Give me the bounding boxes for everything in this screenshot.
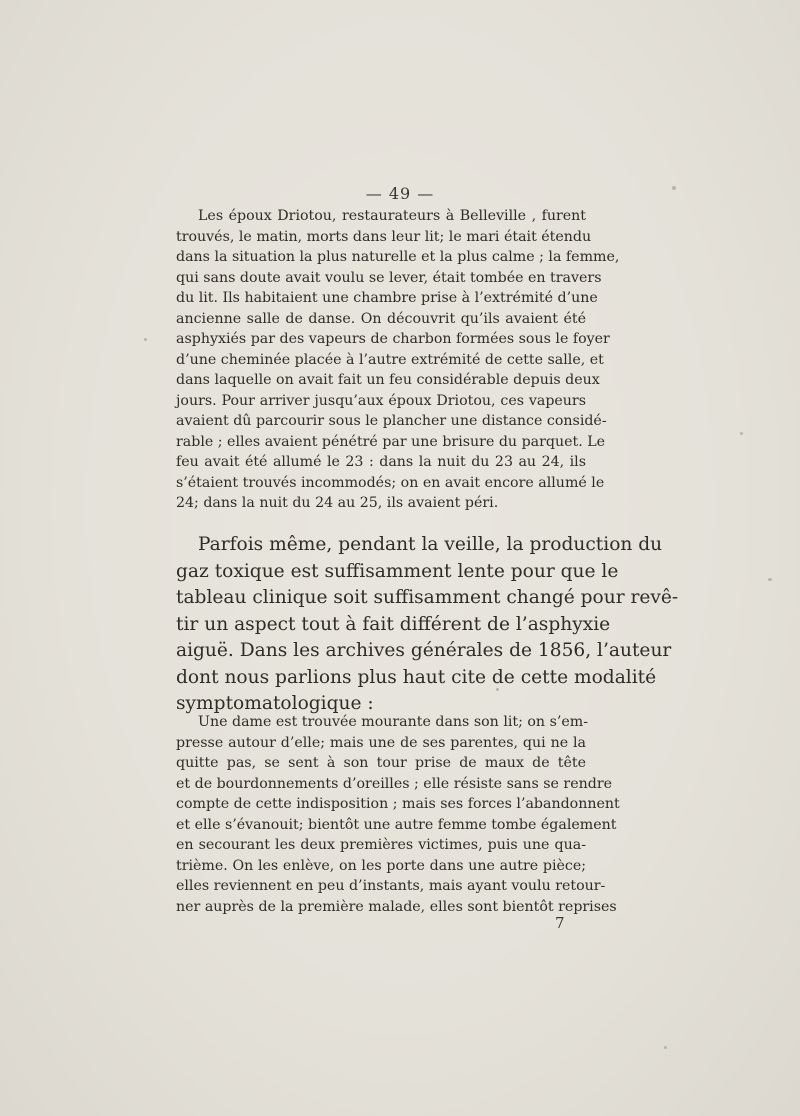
text-line: gaz toxique est suffisamment lente pour que le (176, 560, 619, 582)
text-line: Une dame est trouvée mourante dans son lit; on s’em- (198, 714, 589, 730)
text-line: tir un aspect tout à fait différent de l’asphyxie (176, 613, 611, 635)
text-line: s’étaient trouvés incommodés; on en avait encore allumé le (176, 474, 605, 491)
paper-speck (496, 688, 499, 691)
text-line: elles reviennent en peu d’instants, mais ayant voulu retour- (176, 878, 606, 894)
text-line: tableau clinique soit suffisamment changé pour revê- (176, 587, 679, 608)
text-line: rable ; elles avaient pénétré par une brisure du parquet. Le (176, 433, 606, 450)
page-number: — 49 — (365, 184, 435, 203)
text-line: ancienne salle de danse. On découvrit qu’ils avaient été (176, 310, 586, 327)
signature-mark: 7 (555, 914, 565, 932)
paper-speck (144, 338, 147, 341)
text-line: presse autour d’elle; mais une de ses parentes, qui ne la (176, 734, 586, 751)
paper-speck (768, 578, 772, 581)
paper-speck (672, 186, 676, 190)
text-line: trième. On les enlève, on les porte dans une autre pièce; (176, 857, 586, 874)
text-line: quitte pas, se sent à son tour prise de maux de tête (176, 755, 586, 771)
text-line: ner auprès de la première malade, elles sont bientôt reprises (176, 898, 617, 915)
text-line: en secourant les deux premières victimes, puis une qua- (176, 837, 586, 853)
paragraph-slow-poisoning (176, 532, 679, 718)
paragraph-dying-lady-case (176, 712, 620, 917)
text-line: Les époux Driotou, restaurateurs à Belleville , furent (198, 208, 586, 224)
text-line: avaient dû parcourir sous le plancher une distance considé- (176, 413, 607, 429)
text-line: dans la situation la plus naturelle et la plus calme ; la femme, (176, 249, 620, 265)
text-line: dans laquelle on avait fait un feu considérable depuis deux (176, 372, 600, 388)
text-line: et de bourdonnements d’oreilles ; elle résiste sans se rendre (176, 775, 613, 792)
text-line: compte de cette indisposition ; mais ses forces l’abandonnent (176, 796, 620, 812)
text-line: feu avait été allumé le 23 : dans la nuit du 23 au 24, ils (176, 454, 586, 470)
text-line: trouvés, le matin, morts dans leur lit; le mari était étendu (176, 228, 592, 245)
paper-speck (740, 432, 743, 435)
paper-speck (664, 1046, 667, 1049)
text-line: et elle s’évanouit; bientôt une autre femme tombe également (176, 816, 617, 833)
text-line: dont nous parlions plus haut cite de cette modalité (176, 666, 657, 688)
text-line: Parfois même, pendant la veille, la production du (198, 534, 663, 555)
text-line: symptomatologique : (176, 693, 374, 714)
text-line: qui sans doute avait voulu se lever, était tombée en travers (176, 269, 602, 286)
text-line: asphyxiés par des vapeurs de charbon formées sous le foyer (176, 331, 610, 347)
paragraph-driotou-case (176, 206, 620, 514)
text-line: 24; dans la nuit du 24 au 25, ils avaient péri. (176, 495, 499, 511)
text-line: aiguë. Dans les archives générales de 1856, l’auteur (176, 640, 672, 661)
text-line: jours. Pour arriver jusqu’aux époux Driotou, ces vapeurs (176, 392, 586, 409)
text-line: d’une cheminée placée à l’autre extrémité de cette salle, et (176, 351, 604, 368)
text-line: du lit. Ils habitaient une chambre prise à l’extrémité d’une (176, 290, 598, 306)
